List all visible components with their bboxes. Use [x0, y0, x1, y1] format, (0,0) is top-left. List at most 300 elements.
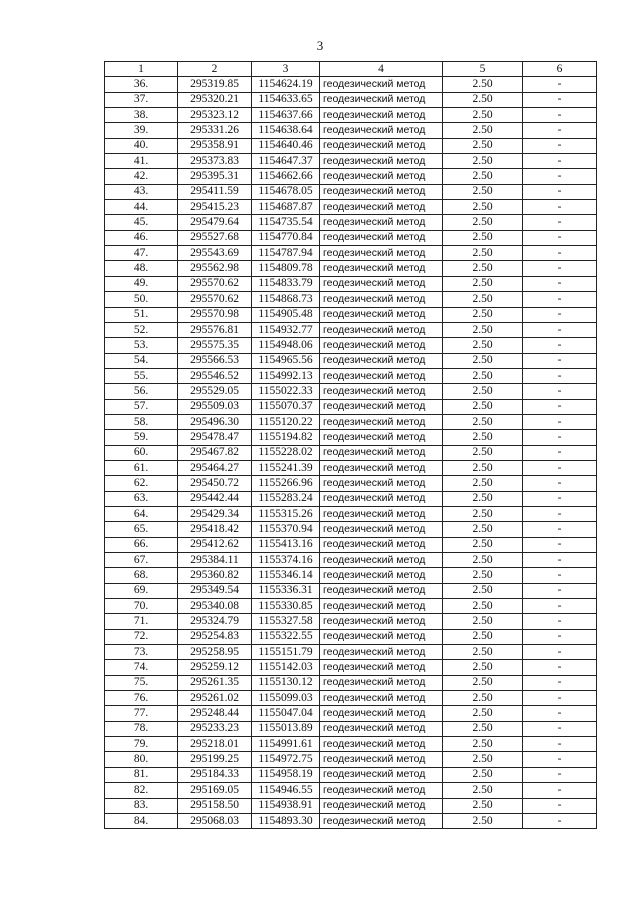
- table-row: [105, 629, 597, 644]
- page-number: 3: [316, 38, 324, 53]
- cell-x-coordinate: 295546.52: [178, 368, 252, 383]
- cell-accuracy: 2.50: [443, 384, 523, 399]
- cell-method: геодезический метод: [320, 798, 443, 813]
- cell-x-coordinate: 295331.26: [178, 123, 252, 138]
- cell-accuracy: 2.50: [443, 399, 523, 414]
- cell-x-coordinate: 295259.12: [178, 660, 252, 675]
- cell-accuracy: 2.50: [443, 506, 523, 521]
- cell-point-number: 54.: [105, 353, 178, 368]
- cell-point-number: 71.: [105, 614, 178, 629]
- cell-x-coordinate: 295562.98: [178, 261, 252, 276]
- table-row: [105, 322, 597, 337]
- cell-y-coordinate: 1155151.79: [252, 645, 320, 660]
- header-col-4: 4: [320, 62, 443, 77]
- cell-accuracy: 2.50: [443, 169, 523, 184]
- cell-x-coordinate: 295450.72: [178, 476, 252, 491]
- cell-accuracy: 2.50: [443, 460, 523, 475]
- table-row: [105, 522, 597, 537]
- cell-point-number: 75.: [105, 675, 178, 690]
- cell-y-coordinate: 1155330.85: [252, 599, 320, 614]
- cell-accuracy: 2.50: [443, 414, 523, 429]
- cell-accuracy: 2.50: [443, 338, 523, 353]
- cell-point-number: 52.: [105, 322, 178, 337]
- cell-note: -: [523, 414, 597, 429]
- cell-method: геодезический метод: [320, 660, 443, 675]
- cell-method: геодезический метод: [320, 813, 443, 828]
- cell-point-number: 77.: [105, 706, 178, 721]
- cell-x-coordinate: 295412.62: [178, 537, 252, 552]
- cell-method: геодезический метод: [320, 553, 443, 568]
- table-row: [105, 614, 597, 629]
- table-row: [105, 399, 597, 414]
- cell-x-coordinate: 295467.82: [178, 445, 252, 460]
- cell-method: геодезический метод: [320, 645, 443, 660]
- cell-method: геодезический метод: [320, 215, 443, 230]
- table-row: [105, 77, 597, 92]
- cell-point-number: 55.: [105, 368, 178, 383]
- cell-x-coordinate: 295199.25: [178, 752, 252, 767]
- cell-x-coordinate: 295320.21: [178, 92, 252, 107]
- cell-y-coordinate: 1154893.30: [252, 813, 320, 828]
- cell-method: геодезический метод: [320, 614, 443, 629]
- cell-accuracy: 2.50: [443, 660, 523, 675]
- cell-method: геодезический метод: [320, 629, 443, 644]
- cell-note: -: [523, 783, 597, 798]
- cell-x-coordinate: 295323.12: [178, 108, 252, 123]
- cell-method: геодезический метод: [320, 599, 443, 614]
- cell-x-coordinate: 295261.02: [178, 691, 252, 706]
- cell-note: -: [523, 154, 597, 169]
- cell-method: геодезический метод: [320, 445, 443, 460]
- cell-note: -: [523, 322, 597, 337]
- cell-point-number: 36.: [105, 77, 178, 92]
- table-row: [105, 138, 597, 153]
- cell-accuracy: 2.50: [443, 798, 523, 813]
- cell-note: -: [523, 399, 597, 414]
- cell-method: геодезический метод: [320, 675, 443, 690]
- cell-x-coordinate: 295429.34: [178, 506, 252, 521]
- cell-y-coordinate: 1154905.48: [252, 307, 320, 322]
- cell-point-number: 42.: [105, 169, 178, 184]
- cell-accuracy: 2.50: [443, 599, 523, 614]
- cell-x-coordinate: 295068.03: [178, 813, 252, 828]
- cell-point-number: 79.: [105, 737, 178, 752]
- cell-note: -: [523, 460, 597, 475]
- cell-point-number: 70.: [105, 599, 178, 614]
- table-row: [105, 154, 597, 169]
- cell-point-number: 57.: [105, 399, 178, 414]
- cell-x-coordinate: 295169.05: [178, 783, 252, 798]
- cell-note: -: [523, 276, 597, 291]
- cell-accuracy: 2.50: [443, 353, 523, 368]
- cell-y-coordinate: 1154938.91: [252, 798, 320, 813]
- cell-point-number: 40.: [105, 138, 178, 153]
- cell-x-coordinate: 295395.31: [178, 169, 252, 184]
- cell-note: -: [523, 261, 597, 276]
- cell-y-coordinate: 1155346.14: [252, 568, 320, 583]
- table-row: [105, 123, 597, 138]
- header-row: [105, 62, 597, 77]
- table-row: [105, 368, 597, 383]
- cell-method: геодезический метод: [320, 414, 443, 429]
- cell-y-coordinate: 1154662.66: [252, 169, 320, 184]
- table-row: [105, 691, 597, 706]
- cell-y-coordinate: 1155130.12: [252, 675, 320, 690]
- cell-x-coordinate: 295566.53: [178, 353, 252, 368]
- cell-method: геодезический метод: [320, 307, 443, 322]
- table-row: [105, 660, 597, 675]
- cell-point-number: 67.: [105, 553, 178, 568]
- cell-point-number: 38.: [105, 108, 178, 123]
- cell-x-coordinate: 295576.81: [178, 322, 252, 337]
- cell-x-coordinate: 295543.69: [178, 246, 252, 261]
- cell-point-number: 65.: [105, 522, 178, 537]
- cell-method: геодезический метод: [320, 752, 443, 767]
- cell-note: -: [523, 614, 597, 629]
- cell-accuracy: 2.50: [443, 767, 523, 782]
- cell-accuracy: 2.50: [443, 583, 523, 598]
- table-row: [105, 230, 597, 245]
- cell-method: геодезический метод: [320, 399, 443, 414]
- cell-method: геодезический метод: [320, 706, 443, 721]
- cell-point-number: 69.: [105, 583, 178, 598]
- cell-y-coordinate: 1155047.04: [252, 706, 320, 721]
- table-row: [105, 108, 597, 123]
- table-row: [105, 246, 597, 261]
- cell-note: -: [523, 660, 597, 675]
- cell-note: -: [523, 230, 597, 245]
- cell-x-coordinate: 295233.23: [178, 721, 252, 736]
- cell-method: геодезический метод: [320, 721, 443, 736]
- cell-accuracy: 2.50: [443, 292, 523, 307]
- cell-y-coordinate: 1154958.19: [252, 767, 320, 782]
- cell-accuracy: 2.50: [443, 246, 523, 261]
- cell-y-coordinate: 1155327.58: [252, 614, 320, 629]
- cell-method: геодезический метод: [320, 154, 443, 169]
- cell-y-coordinate: 1155013.89: [252, 721, 320, 736]
- cell-method: геодезический метод: [320, 737, 443, 752]
- table-row: [105, 184, 597, 199]
- cell-accuracy: 2.50: [443, 123, 523, 138]
- cell-method: геодезический метод: [320, 384, 443, 399]
- cell-point-number: 46.: [105, 230, 178, 245]
- cell-accuracy: 2.50: [443, 813, 523, 828]
- cell-accuracy: 2.50: [443, 522, 523, 537]
- cell-y-coordinate: 1154932.77: [252, 322, 320, 337]
- cell-method: геодезический метод: [320, 261, 443, 276]
- table-row: [105, 767, 597, 782]
- cell-accuracy: 2.50: [443, 706, 523, 721]
- cell-x-coordinate: 295158.50: [178, 798, 252, 813]
- cell-accuracy: 2.50: [443, 568, 523, 583]
- cell-y-coordinate: 1154647.37: [252, 154, 320, 169]
- cell-y-coordinate: 1154770.84: [252, 230, 320, 245]
- cell-y-coordinate: 1154787.94: [252, 246, 320, 261]
- cell-x-coordinate: 295349.54: [178, 583, 252, 598]
- header-col-5: 5: [443, 62, 523, 77]
- cell-y-coordinate: 1155142.03: [252, 660, 320, 675]
- cell-note: -: [523, 522, 597, 537]
- cell-y-coordinate: 1155070.37: [252, 399, 320, 414]
- table-row: [105, 292, 597, 307]
- cell-y-coordinate: 1154946.55: [252, 783, 320, 798]
- cell-method: геодезический метод: [320, 292, 443, 307]
- cell-note: -: [523, 645, 597, 660]
- cell-y-coordinate: 1154633.65: [252, 92, 320, 107]
- cell-method: геодезический метод: [320, 537, 443, 552]
- cell-note: -: [523, 476, 597, 491]
- table-row: [105, 752, 597, 767]
- cell-method: геодезический метод: [320, 138, 443, 153]
- cell-note: -: [523, 629, 597, 644]
- cell-y-coordinate: 1154809.78: [252, 261, 320, 276]
- cell-point-number: 82.: [105, 783, 178, 798]
- cell-accuracy: 2.50: [443, 553, 523, 568]
- table-row: [105, 813, 597, 828]
- table-row: [105, 307, 597, 322]
- header-col-3: 3: [252, 62, 320, 77]
- cell-note: -: [523, 307, 597, 322]
- cell-method: геодезический метод: [320, 583, 443, 598]
- cell-method: геодезический метод: [320, 200, 443, 215]
- cell-x-coordinate: 295479.64: [178, 215, 252, 230]
- cell-method: геодезический метод: [320, 783, 443, 798]
- cell-accuracy: 2.50: [443, 783, 523, 798]
- cell-x-coordinate: 295358.91: [178, 138, 252, 153]
- cell-note: -: [523, 798, 597, 813]
- cell-y-coordinate: 1155336.31: [252, 583, 320, 598]
- cell-note: -: [523, 553, 597, 568]
- cell-y-coordinate: 1155228.02: [252, 445, 320, 460]
- cell-note: -: [523, 200, 597, 215]
- cell-point-number: 84.: [105, 813, 178, 828]
- cell-note: -: [523, 215, 597, 230]
- cell-point-number: 39.: [105, 123, 178, 138]
- cell-method: геодезический метод: [320, 476, 443, 491]
- cell-accuracy: 2.50: [443, 138, 523, 153]
- cell-x-coordinate: 295411.59: [178, 184, 252, 199]
- table-body: [105, 77, 597, 829]
- cell-accuracy: 2.50: [443, 322, 523, 337]
- table-row: [105, 445, 597, 460]
- table-row: [105, 200, 597, 215]
- cell-method: геодезический метод: [320, 568, 443, 583]
- table-row: [105, 675, 597, 690]
- cell-method: геодезический метод: [320, 522, 443, 537]
- cell-x-coordinate: 295340.08: [178, 599, 252, 614]
- cell-note: -: [523, 737, 597, 752]
- cell-x-coordinate: 295509.03: [178, 399, 252, 414]
- cell-note: -: [523, 184, 597, 199]
- cell-note: -: [523, 537, 597, 552]
- cell-x-coordinate: 295415.23: [178, 200, 252, 215]
- cell-point-number: 45.: [105, 215, 178, 230]
- cell-note: -: [523, 721, 597, 736]
- cell-method: геодезический метод: [320, 169, 443, 184]
- cell-accuracy: 2.50: [443, 691, 523, 706]
- cell-method: геодезический метод: [320, 430, 443, 445]
- cell-point-number: 81.: [105, 767, 178, 782]
- cell-note: -: [523, 568, 597, 583]
- cell-note: -: [523, 599, 597, 614]
- cell-y-coordinate: 1154624.19: [252, 77, 320, 92]
- cell-point-number: 48.: [105, 261, 178, 276]
- table-row: [105, 537, 597, 552]
- cell-y-coordinate: 1155315.26: [252, 506, 320, 521]
- cell-method: геодезический метод: [320, 767, 443, 782]
- cell-point-number: 47.: [105, 246, 178, 261]
- cell-note: -: [523, 583, 597, 598]
- cell-accuracy: 2.50: [443, 108, 523, 123]
- cell-x-coordinate: 295496.30: [178, 414, 252, 429]
- cell-y-coordinate: 1155413.16: [252, 537, 320, 552]
- header-col-1: 1: [105, 62, 178, 77]
- table-row: [105, 338, 597, 353]
- cell-accuracy: 2.50: [443, 537, 523, 552]
- cell-x-coordinate: 295261.35: [178, 675, 252, 690]
- table-row: [105, 261, 597, 276]
- cell-note: -: [523, 491, 597, 506]
- cell-x-coordinate: 295319.85: [178, 77, 252, 92]
- cell-y-coordinate: 1155194.82: [252, 430, 320, 445]
- cell-x-coordinate: 295529.05: [178, 384, 252, 399]
- cell-accuracy: 2.50: [443, 491, 523, 506]
- table-row: [105, 430, 597, 445]
- cell-accuracy: 2.50: [443, 645, 523, 660]
- cell-note: -: [523, 169, 597, 184]
- cell-y-coordinate: 1154687.87: [252, 200, 320, 215]
- table-row: [105, 414, 597, 429]
- cell-point-number: 59.: [105, 430, 178, 445]
- table-row: [105, 169, 597, 184]
- cell-y-coordinate: 1155370.94: [252, 522, 320, 537]
- cell-x-coordinate: 295570.62: [178, 292, 252, 307]
- cell-x-coordinate: 295384.11: [178, 553, 252, 568]
- cell-x-coordinate: 295218.01: [178, 737, 252, 752]
- cell-method: геодезический метод: [320, 491, 443, 506]
- cell-method: геодезический метод: [320, 691, 443, 706]
- cell-accuracy: 2.50: [443, 77, 523, 92]
- cell-point-number: 58.: [105, 414, 178, 429]
- cell-method: геодезический метод: [320, 322, 443, 337]
- cell-x-coordinate: 295570.98: [178, 307, 252, 322]
- table-row: [105, 384, 597, 399]
- cell-point-number: 61.: [105, 460, 178, 475]
- cell-accuracy: 2.50: [443, 184, 523, 199]
- cell-point-number: 68.: [105, 568, 178, 583]
- cell-y-coordinate: 1154991.61: [252, 737, 320, 752]
- cell-point-number: 43.: [105, 184, 178, 199]
- cell-note: -: [523, 138, 597, 153]
- cell-x-coordinate: 295258.95: [178, 645, 252, 660]
- cell-method: геодезический метод: [320, 506, 443, 521]
- cell-x-coordinate: 295254.83: [178, 629, 252, 644]
- cell-y-coordinate: 1155322.55: [252, 629, 320, 644]
- cell-x-coordinate: 295442.44: [178, 491, 252, 506]
- cell-note: -: [523, 292, 597, 307]
- cell-point-number: 66.: [105, 537, 178, 552]
- cell-y-coordinate: 1154965.56: [252, 353, 320, 368]
- cell-y-coordinate: 1154972.75: [252, 752, 320, 767]
- cell-point-number: 51.: [105, 307, 178, 322]
- cell-point-number: 44.: [105, 200, 178, 215]
- cell-y-coordinate: 1155120.22: [252, 414, 320, 429]
- cell-point-number: 78.: [105, 721, 178, 736]
- cell-accuracy: 2.50: [443, 737, 523, 752]
- table-row: [105, 215, 597, 230]
- table-row: [105, 460, 597, 475]
- cell-accuracy: 2.50: [443, 276, 523, 291]
- cell-point-number: 49.: [105, 276, 178, 291]
- cell-method: геодезический метод: [320, 276, 443, 291]
- cell-method: геодезический метод: [320, 368, 443, 383]
- table-row: [105, 783, 597, 798]
- cell-point-number: 74.: [105, 660, 178, 675]
- cell-x-coordinate: 295570.62: [178, 276, 252, 291]
- cell-x-coordinate: 295360.82: [178, 568, 252, 583]
- cell-point-number: 80.: [105, 752, 178, 767]
- cell-method: геодезический метод: [320, 230, 443, 245]
- cell-y-coordinate: 1154637.66: [252, 108, 320, 123]
- cell-x-coordinate: 295527.68: [178, 230, 252, 245]
- cell-x-coordinate: 295324.79: [178, 614, 252, 629]
- cell-accuracy: 2.50: [443, 368, 523, 383]
- table-row: [105, 353, 597, 368]
- cell-note: -: [523, 246, 597, 261]
- cell-accuracy: 2.50: [443, 200, 523, 215]
- cell-accuracy: 2.50: [443, 430, 523, 445]
- header-col-6: 6: [523, 62, 597, 77]
- cell-y-coordinate: 1155374.16: [252, 553, 320, 568]
- cell-accuracy: 2.50: [443, 230, 523, 245]
- table-row: [105, 92, 597, 107]
- cell-y-coordinate: 1154678.05: [252, 184, 320, 199]
- cell-x-coordinate: 295478.47: [178, 430, 252, 445]
- cell-point-number: 60.: [105, 445, 178, 460]
- cell-point-number: 50.: [105, 292, 178, 307]
- table-row: [105, 599, 597, 614]
- table-row: [105, 506, 597, 521]
- table-row: [105, 645, 597, 660]
- cell-y-coordinate: 1154948.06: [252, 338, 320, 353]
- cell-method: геодезический метод: [320, 92, 443, 107]
- cell-note: -: [523, 384, 597, 399]
- cell-point-number: 56.: [105, 384, 178, 399]
- cell-note: -: [523, 445, 597, 460]
- cell-x-coordinate: 295575.35: [178, 338, 252, 353]
- cell-note: -: [523, 353, 597, 368]
- table-row: [105, 491, 597, 506]
- header-col-2: 2: [178, 62, 252, 77]
- cell-method: геодезический метод: [320, 338, 443, 353]
- cell-method: геодезический метод: [320, 77, 443, 92]
- cell-y-coordinate: 1154638.64: [252, 123, 320, 138]
- cell-y-coordinate: 1154735.54: [252, 215, 320, 230]
- cell-note: -: [523, 675, 597, 690]
- cell-y-coordinate: 1155266.96: [252, 476, 320, 491]
- cell-accuracy: 2.50: [443, 476, 523, 491]
- cell-note: -: [523, 123, 597, 138]
- cell-method: геодезический метод: [320, 184, 443, 199]
- cell-y-coordinate: 1155241.39: [252, 460, 320, 475]
- table-row: [105, 553, 597, 568]
- cell-accuracy: 2.50: [443, 675, 523, 690]
- cell-note: -: [523, 752, 597, 767]
- cell-point-number: 73.: [105, 645, 178, 660]
- cell-accuracy: 2.50: [443, 261, 523, 276]
- cell-accuracy: 2.50: [443, 721, 523, 736]
- coordinates-table: [104, 61, 597, 829]
